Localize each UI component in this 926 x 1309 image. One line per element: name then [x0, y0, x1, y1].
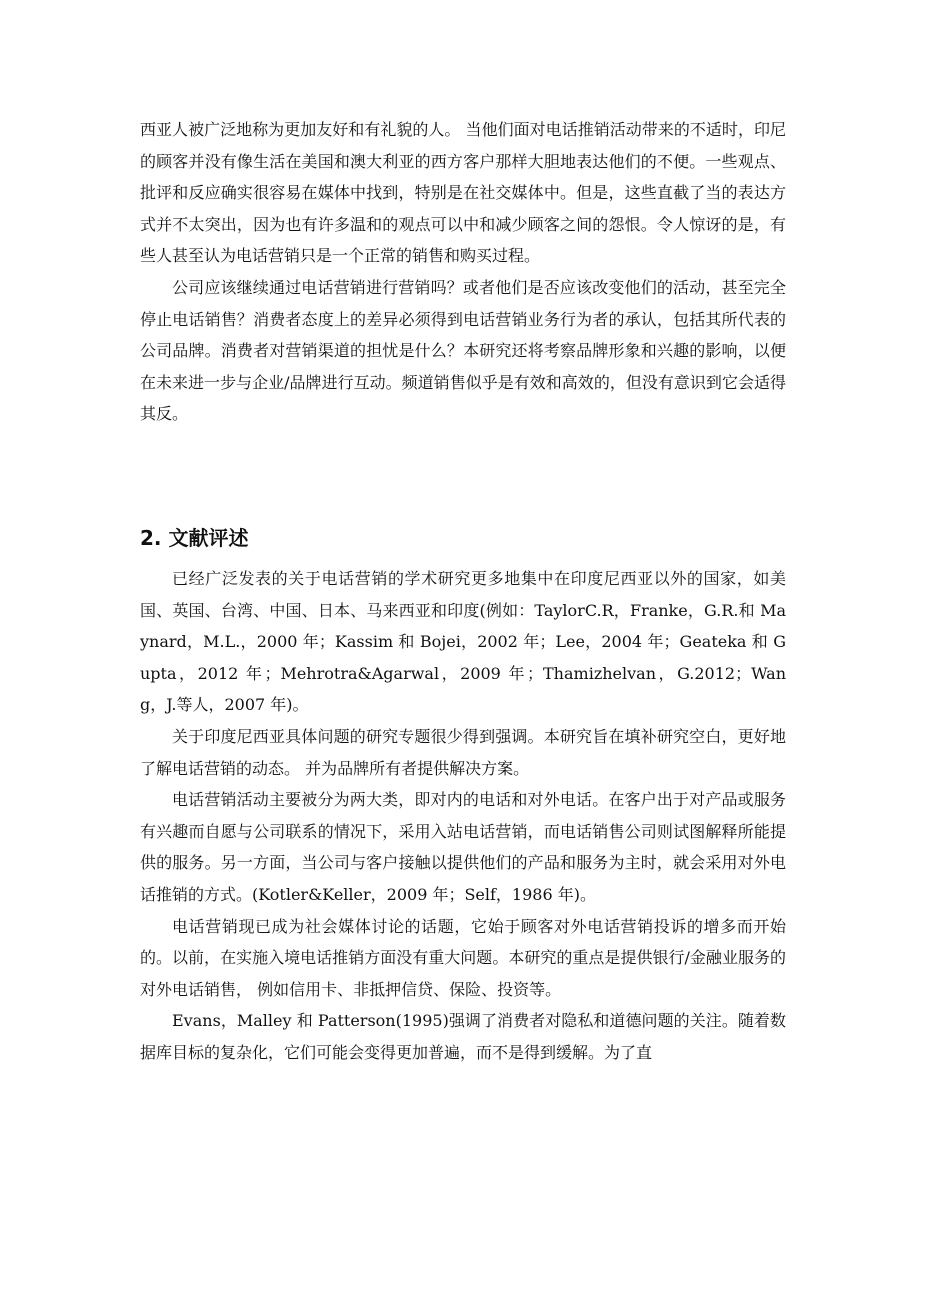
- literature-review-body: [140, 563, 786, 1069]
- section-heading-literature-review: 2. 文献评述: [140, 526, 249, 550]
- intro-text-block: [140, 114, 786, 430]
- paragraph-research-gap: 关于印度尼西亚具体问题的研究专题很少得到强调。本研究旨在填补研究空白，更好地了解电话营销的动态。 并为品牌所有者提供解决方案。: [140, 726, 786, 778]
- paragraph-continued: 西亚人被广泛地称为更加友好和有礼貌的人。 当他们面对电话推销活动带来的不适时，印尼的顾客并没有像生活在美国和澳大利亚的西方客户那样大胆地表达他们的不便。一些观点、批评和反应确实很容易在媒体中找到，特别是在社交媒体中。但是，这些直截了当的表达方式并不太突出，因为也有许多温和的观点可以中和减少顾客之间的怨恨。令人惊讶的是，有些人甚至认为电话营销只是一个正常的销售和购买过程。: [140, 120, 786, 266]
- paragraph-social-media: 电话营销现已成为社会媒体讨论的话题，它始于顾客对外电话营销投诉的增多而开始的。以前，在实施入境电话推销方面没有重大问题。本研究的重点是提供银行/金融业服务的对外电话销售， 例如信用卡、非抵押信贷、保险、投资等。: [140, 916, 786, 999]
- paragraph-questions: 公司应该继续通过电话营销进行营销吗？或者他们是否应该改变他们的活动，甚至完全停止电话销售？消费者态度上的差异必须得到电话营销业务行为者的承认，包括其所代表的公司品牌。消费者对营销渠道的担忧是什么？本研究还将考察品牌形象和兴趣的影响，以便在未来进一步与企业/品牌进行互动。频道销售似乎是有效和高效的，但没有意识到它会适得其反。: [140, 277, 786, 424]
- paragraph-prior-research: 已经广泛发表的关于电话营销的学术研究更多地集中在印度尼西亚以外的国家，如美国、英国、台湾、中国、日本、马来西亚和印度(例如：TaylorC.R，Franke，G.R.和 Maynard，M.L.，2000 年；Kassim 和 Bojei，2002 年；Lee，2004 年；Geateka 和 Gupta，2012 年；Mehrotra&Agarwal，2009 年；Thamizhelvan，G.2012；Wang，J.等人，2007 年)。: [140, 569, 786, 715]
- paragraph-privacy-ethics: Evans，Malley 和 Patterson(1995)强调了消费者对隐私和道德问题的关注。随着数据库目标的复杂化，它们可能会变得更加普遍，而不是得到缓解。为了直: [140, 1011, 786, 1062]
- paragraph-inbound-outbound: 电话营销活动主要被分为两大类，即对内的电话和对外电话。在客户出于对产品或服务有兴趣而自愿与公司联系的情况下，采用入站电话营销，而电话销售公司则试图解释所能提供的服务。另一方面，当公司与客户接触以提供他们的产品和服务为主时，就会采用对外电话推销的方式。(Kotler&Keller，2009 年；Self，1986 年)。: [140, 790, 786, 904]
